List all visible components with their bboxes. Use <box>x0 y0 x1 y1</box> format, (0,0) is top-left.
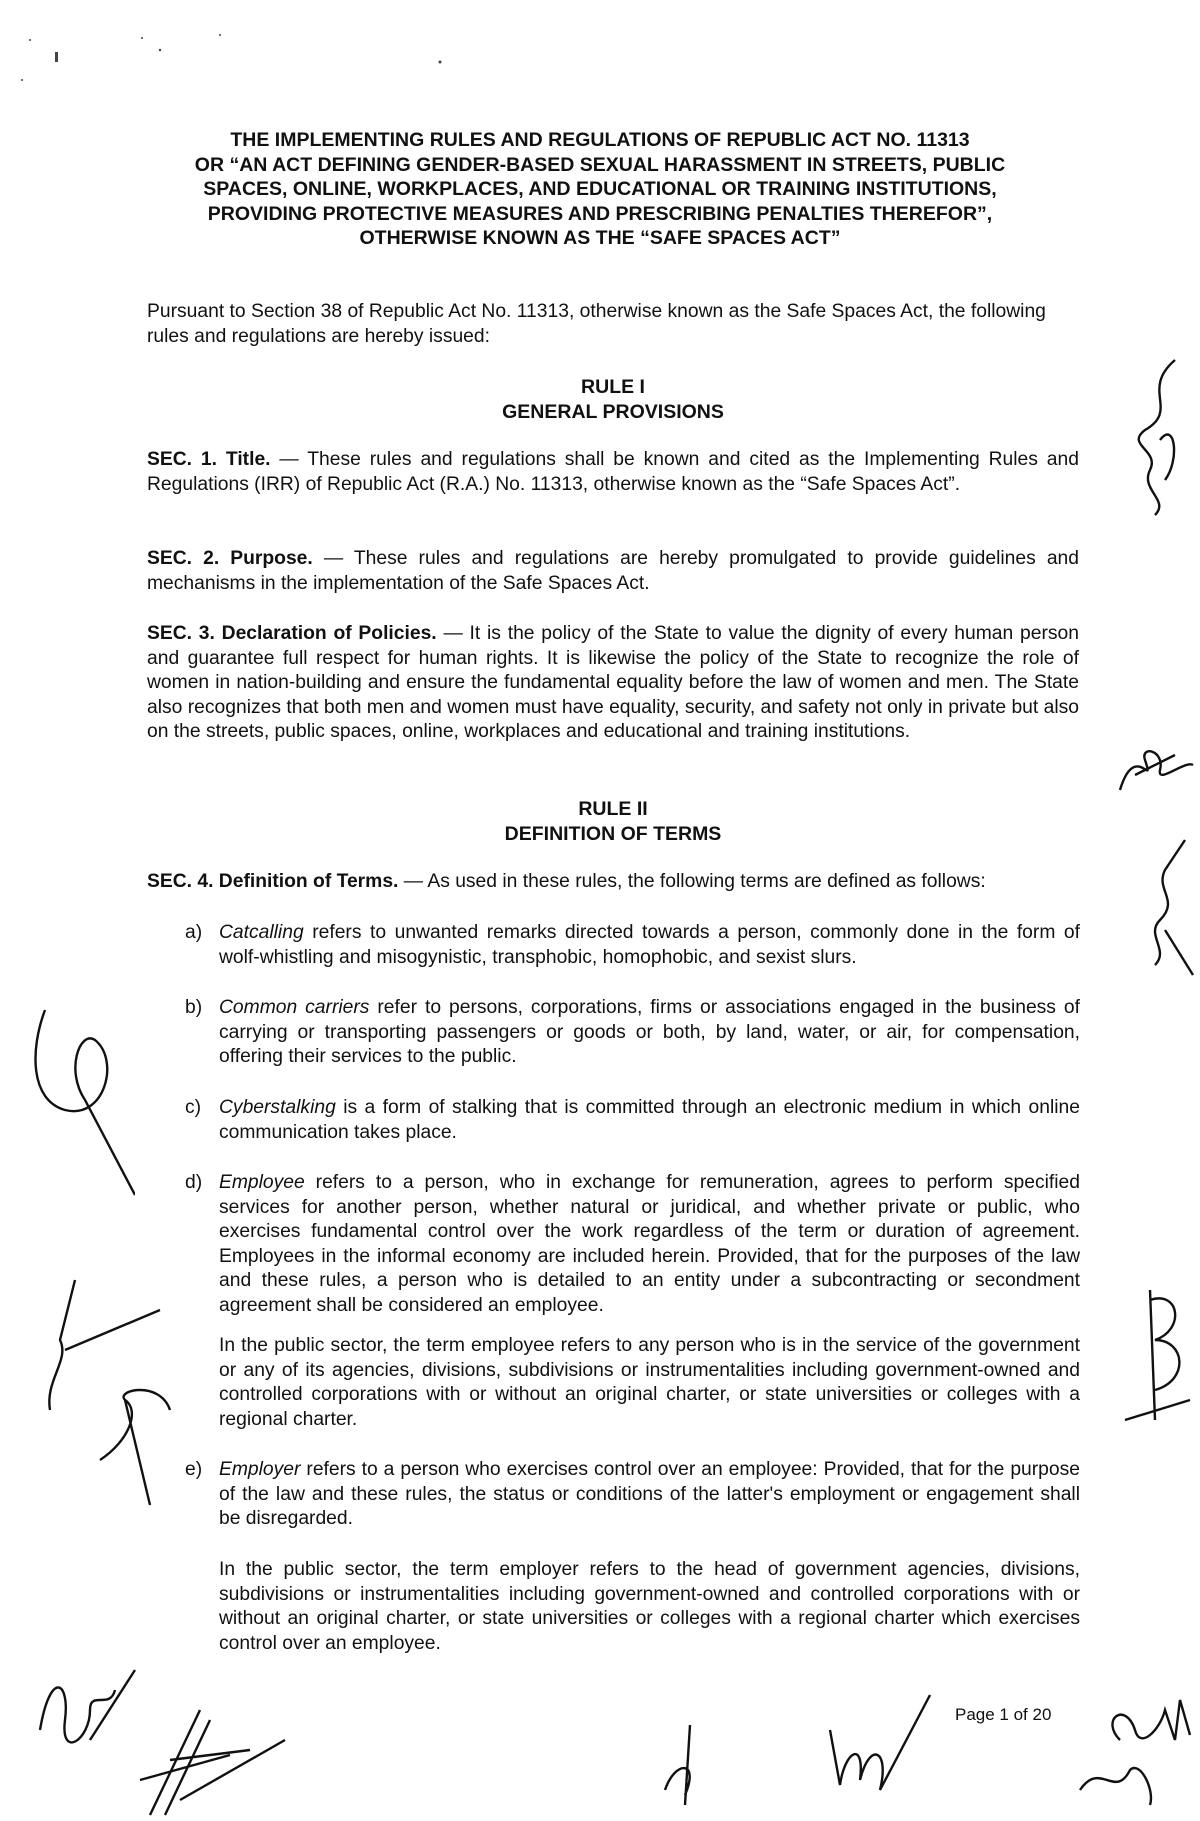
section-4 <box>147 870 1079 895</box>
definition-text: refers to a person who exercises control over an employee: Provided, that for the purpose of the law and these rules, the status or conditions of the latter's employment or engagement shall be disregarded. <box>219 1459 1080 1530</box>
definition-continuation <box>185 1334 1080 1432</box>
definition-label: d) <box>185 1172 203 1193</box>
section-1 <box>147 448 1079 497</box>
section-heading: SEC. 2. Purpose. <box>147 548 313 569</box>
definition-text: refers to a person, who in exchange for remuneration, agrees to perform specified services for another person, whether natural or juridical, and whether private or public, who exercises fundamental control over the work regardless of the term or duration of agreement. Employees in the informal economy are included herein. Provided, that for the purposes of the law and these rules, a person who is detailed to an entity under a subcontracting or secondment agreement shall be considered an employee. <box>219 1172 1080 1316</box>
section-text: — These rules and regulations shall be known and cited as the Implementing Rules and Regulations (IRR) of Republic Act (R.A.) No. 11313, otherwise known as the “Safe Spaces Act”. <box>147 449 1079 495</box>
definition-term: Common carriers <box>219 997 370 1018</box>
definition-term: Cyberstalking <box>219 1097 336 1118</box>
rule-number: RULE II <box>578 798 648 820</box>
definition-label: b) <box>185 997 203 1018</box>
section-3 <box>147 622 1079 745</box>
scan-specks <box>0 0 1200 120</box>
signature-initials-icon <box>820 1690 940 1800</box>
signature-initials-icon <box>1125 830 1195 980</box>
definition-label: c) <box>185 1097 202 1118</box>
definition-item <box>185 1171 1080 1319</box>
signature-initials-icon <box>1120 1280 1195 1430</box>
rule-2-heading <box>147 797 1079 846</box>
signature-initials-icon <box>30 1260 180 1510</box>
definition-text: refers to unwanted remarks directed towards a person, commonly done in the form of wolf-whistling and misogynistic, transphobic, homophobic, and sexist slurs. <box>219 922 1080 968</box>
definition-term: Employer <box>219 1459 301 1480</box>
definition-continuation <box>185 1558 1080 1656</box>
signature-initials-icon <box>655 1720 715 1810</box>
signature-initials-icon <box>1120 350 1190 520</box>
title-line: OR “AN ACT DEFINING GENDER-BASED SEXUAL HARASSMENT IN STREETS, PUBLIC <box>194 153 1006 176</box>
definition-label: a) <box>185 922 203 943</box>
section-2 <box>147 547 1079 596</box>
title-line: SPACES, ONLINE, WORKPLACES, AND EDUCATIONAL OR TRAINING INSTITUTIONS, <box>203 178 997 200</box>
section-heading: SEC. 4. Definition of Terms. <box>147 871 399 892</box>
page-number: Page 1 of 20 <box>955 1705 1052 1724</box>
rule-1-heading <box>147 375 1079 424</box>
title-line: OTHERWISE KNOWN AS THE “SAFE SPACES ACT” <box>359 227 841 249</box>
rule-number: RULE I <box>581 376 645 398</box>
rule-name: GENERAL PROVISIONS <box>502 400 724 423</box>
section-heading: SEC. 3. Declaration of Policies. <box>147 623 437 644</box>
definition-item <box>185 1096 1080 1145</box>
section-text: — As used in these rules, the following terms are defined as follows: <box>398 871 986 892</box>
rule-name: DEFINITION OF TERMS <box>504 822 722 845</box>
signature-initials-icon <box>1040 1680 1200 1810</box>
signature-initials-icon <box>110 1700 290 1820</box>
definition-text: refer to persons, corporations, firms or associations engaged in the business of carrying or transporting passengers or goods or both, by land, water, or air, for compensation, offering their services to the public. <box>219 997 1080 1068</box>
intro-paragraph: Pursuant to Section 38 of Republic Act No. 11313, otherwise known as the Safe Spaces Act, the following rules and regulations are hereby issued: <box>147 301 1046 347</box>
signature-initials-icon <box>25 1000 135 1200</box>
definition-term: Employee <box>219 1172 305 1193</box>
definition-item <box>185 1458 1080 1532</box>
title-line: THE IMPLEMENTING RULES AND REGULATIONS OF REPUBLIC ACT NO. 11313 <box>230 129 970 151</box>
signature-initials-icon <box>1115 730 1195 800</box>
section-text: — It is the policy of the State to value the dignity of every human person and guarantee full respect for human rights. It is likewise the policy of the State to recognize the role of women in nation-building and ensure the fundamental equality before the law of women and men. The State also recognizes that both men and women must have equality, security, and safety not only in private but also on the streets, public spaces, online, workplaces and educational and training institutions. <box>147 623 1079 743</box>
title-line: PROVIDING PROTECTIVE MEASURES AND PRESCRIBING PENALTIES THEREFOR”, <box>207 202 993 225</box>
section-heading: SEC. 1. Title. <box>147 449 271 470</box>
section-text: — These rules and regulations are hereby promulgated to provide guidelines and mechanisms in the implementation of the Safe Spaces Act. <box>147 548 1079 594</box>
definition-term: Catcalling <box>219 922 304 943</box>
definition-item <box>185 996 1080 1070</box>
document-title <box>140 128 1060 251</box>
definition-extra: In the public sector, the term employee refers to any person who is in the service of the government or any of its agencies, divisions, subdivisions or instrumentalities including government-owned and controlled corporations with or without an original charter, or state universities or colleges with a regional charter. <box>219 1335 1080 1430</box>
definition-item <box>185 921 1080 970</box>
definition-text: is a form of stalking that is committed through an electronic medium in which online communication takes place. <box>219 1097 1080 1143</box>
definition-label: e) <box>185 1459 203 1480</box>
definition-extra: In the public sector, the term employer refers to the head of government agencies, divisions, subdivisions or instrumentalities including government-owned and controlled corporations with or without an original charter, or state universities or colleges with a regional charter which exercises control over an employee. <box>219 1559 1080 1654</box>
